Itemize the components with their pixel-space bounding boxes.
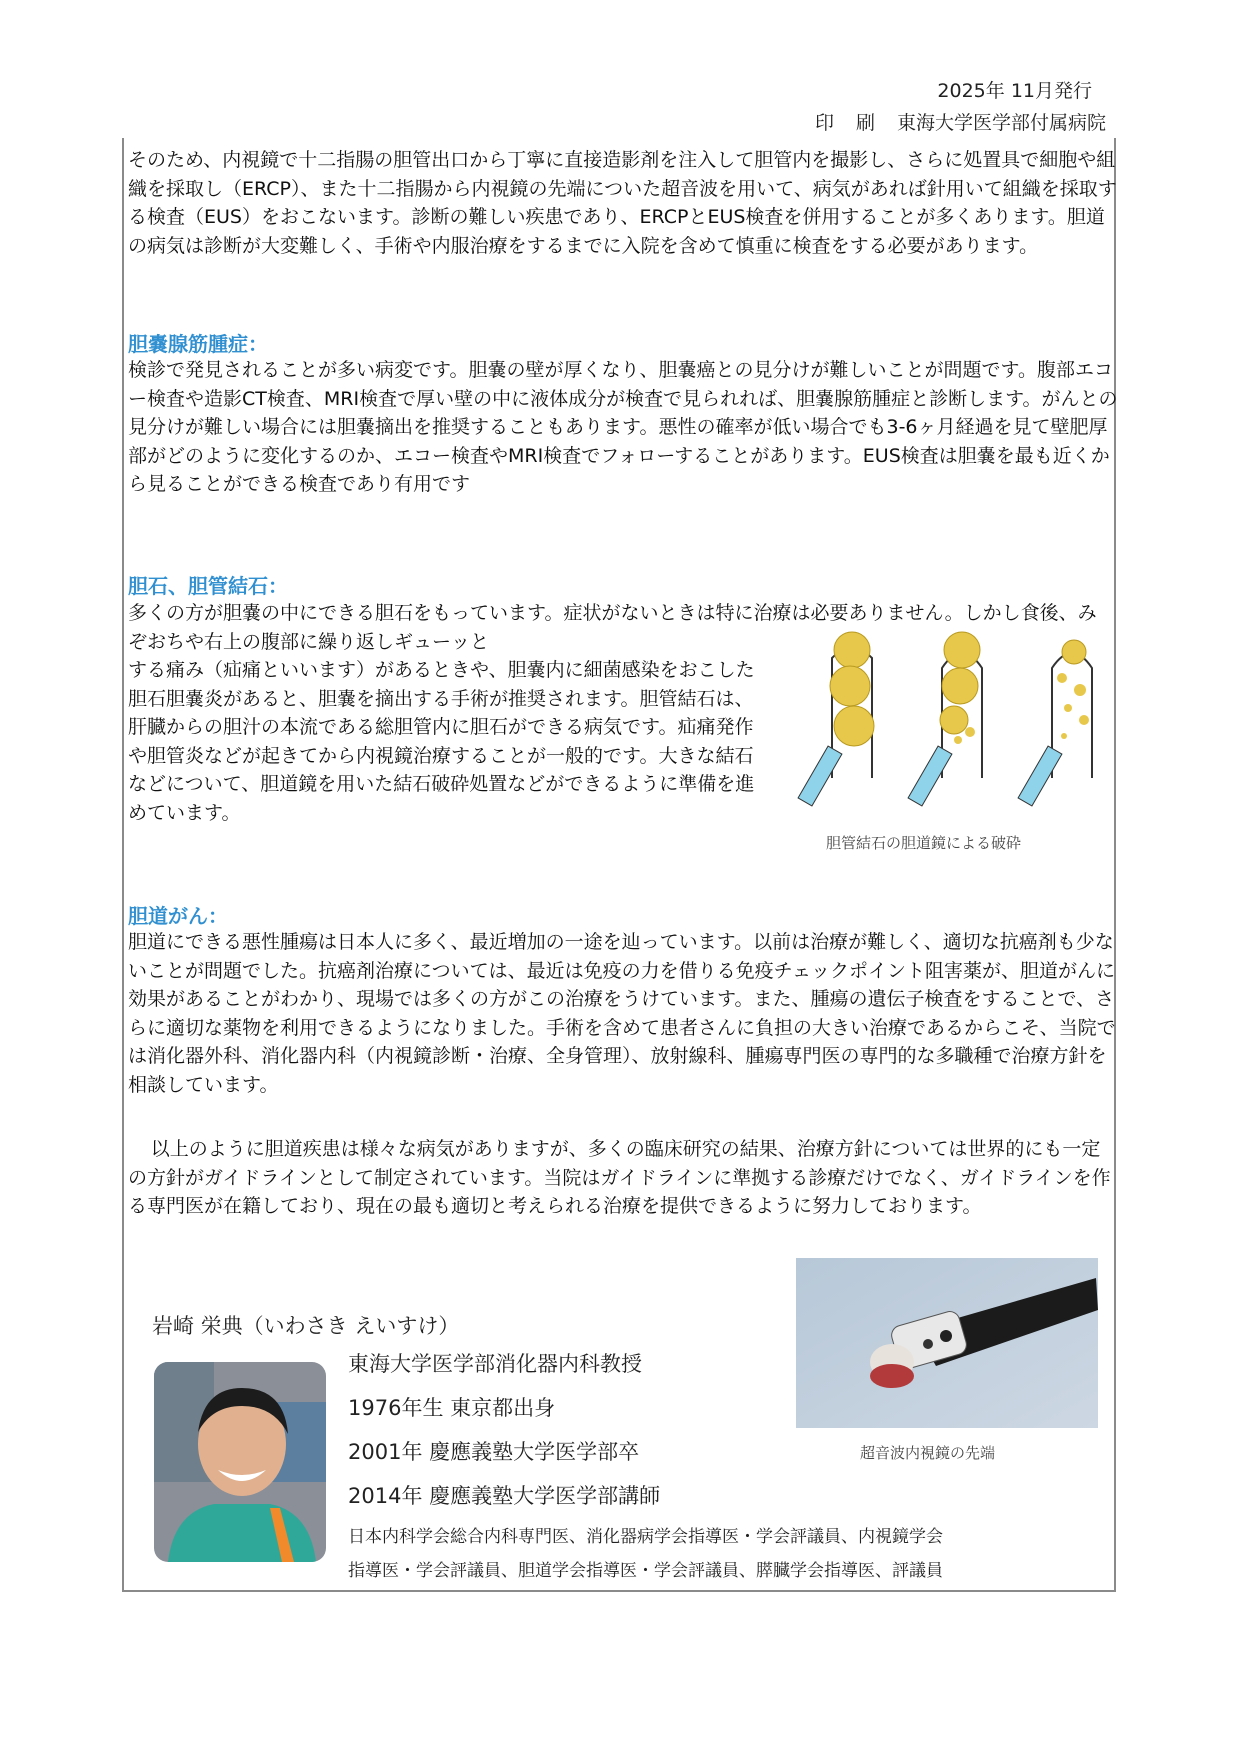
intro-paragraph: そのため、内視鏡で十二指腸の胆管出口から丁寧に直接造影剤を注入して胆管内を撮影し、さらに処置具で細胞や組織を採取し（ERCP）、また十二指腸から内視鏡の先端についた超音波を用いて、病気があれば針用いて組織を採取する検査（EUS）をおこないます。診断の難しい疾患であり、ERCPとEUS検査を併用することが多くあります。胆道の病気は診断が大変難しく、手術や内服治療をするまでに入院を含めて慎重に検査をする必要があります。 xyxy=(128,149,1117,257)
scope-panel-2 xyxy=(908,632,982,806)
author-qualifications-line2: 指導医・学会評議員、胆道学会指導医・学会評議員、膵臓学会指導医、評議員 xyxy=(348,1561,943,1581)
paragraph-adenomyomatosis: 検診で発見されることが多い病変です。胆嚢の壁が厚くなり、胆嚢癌との見分けが難しいことが問題です。腹部エコー検査や造影CT検査、MRI検査で厚い壁の中に液体成分が検査で見られれば、胆嚢腺筋腫症と診断します。がんとの見分けが難しい場合には胆嚢摘出を推奨することもあります。悪性の確率が低い場合でも3-6ヶ月経過を見て壁肥厚部がどのように変化するのか、エコー検査やMRI検査でフォローすることがあります。EUS検査は胆嚢を最も近くから見ることができる検査であり有用です xyxy=(128,359,1118,496)
author-title: 東海大学医学部消化器内科教授 xyxy=(348,1352,642,1376)
stones-figure-caption: 胆管結石の胆道鏡による破砕 xyxy=(826,834,1022,852)
print-credit xyxy=(815,108,1106,135)
paragraph-conclusion: 以上のように胆道疾患は様々な病気がありますが、多くの臨床研究の結果、治療方針については世界的にも一定の方針がガイドラインとして制定されています。当院はガイドラインに準拠する診療だけでなく、ガイドラインを作る専門医が在籍しており、現在の最も適切と考えられる治療を提供できるように努力しております。 xyxy=(128,1138,1111,1218)
paragraph-gallstones-first: 多くの方が胆嚢の中にできる胆石をもっています。症状がないときは特に治療は必要ありません。しかし食後、みぞおちや右上の腹部に繰り返しギューッと xyxy=(128,602,1097,653)
author-birth: 1976年生 東京都出身 xyxy=(348,1396,556,1420)
heading-adenomyomatosis: 胆嚢腺筋腫症： xyxy=(128,332,268,356)
author-lecturer: 2014年 慶應義塾大学医学部講師 xyxy=(348,1484,661,1508)
author-qualifications-line1: 日本内科学会総合内科専門医、消化器病学会指導医・学会評議員、内視鏡学会 xyxy=(348,1527,943,1547)
heading-gallstones: 胆石、胆管結石： xyxy=(128,574,288,598)
scope-panel-1 xyxy=(798,632,874,806)
author-graduation: 2001年 慶應義塾大学医学部卒 xyxy=(348,1440,640,1464)
author-portrait xyxy=(154,1362,326,1562)
print-value: 東海大学医学部付属病院 xyxy=(896,112,1106,134)
paragraph-gallstones-rest: する痛み（疝痛といいます）があるときや、胆嚢内に細菌感染をおこした胆石胆嚢炎があると、胆嚢を摘出する手術が推奨されます。胆管結石は、肝臓からの胆汁の本流である総胆管内に胆石ができる病気です。疝痛発作や胆管炎などが起きてから内視鏡治療することが一般的です。大きな結石などについて、胆道鏡を用いた結石破砕処置などができるように準備を進めています。 xyxy=(128,659,755,824)
heading-biliary-cancer: 胆道がん： xyxy=(128,904,228,928)
author-name: 岩崎 栄典（いわさき えいすけ） xyxy=(152,1314,460,1338)
eus-scope-photo xyxy=(796,1258,1098,1428)
eus-figure-caption: 超音波内視鏡の先端 xyxy=(860,1444,996,1462)
scope-panel-3 xyxy=(1018,640,1092,806)
issue-date: 2025年 11月発行 xyxy=(937,80,1092,102)
stone-fragmentation-illustration xyxy=(792,628,1106,808)
paragraph-biliary-cancer: 胆道にできる悪性腫瘍は日本人に多く、最近増加の一途を辿っています。以前は治療が難しく、適切な抗癌剤も少ないことが問題でした。抗癌剤治療については、最近は免疫の力を借りる免疫チェックポイント阻害薬が、胆道がんに効果があることがわかり、現場では多くの方がこの治療をうけています。また、腫瘍の遺伝子検査をすることで、さらに適切な薬物を利用できるようになりました。手術を含めて患者さんに負担の大きい治療であるからこそ、当院では消化器外科、消化器内科（内視鏡診断・治療、全身管理）、放射線科、腫瘍専門医の専門的な多職種で治療方針を相談しています。 xyxy=(128,931,1116,1096)
print-label: 印 刷 xyxy=(814,112,883,134)
